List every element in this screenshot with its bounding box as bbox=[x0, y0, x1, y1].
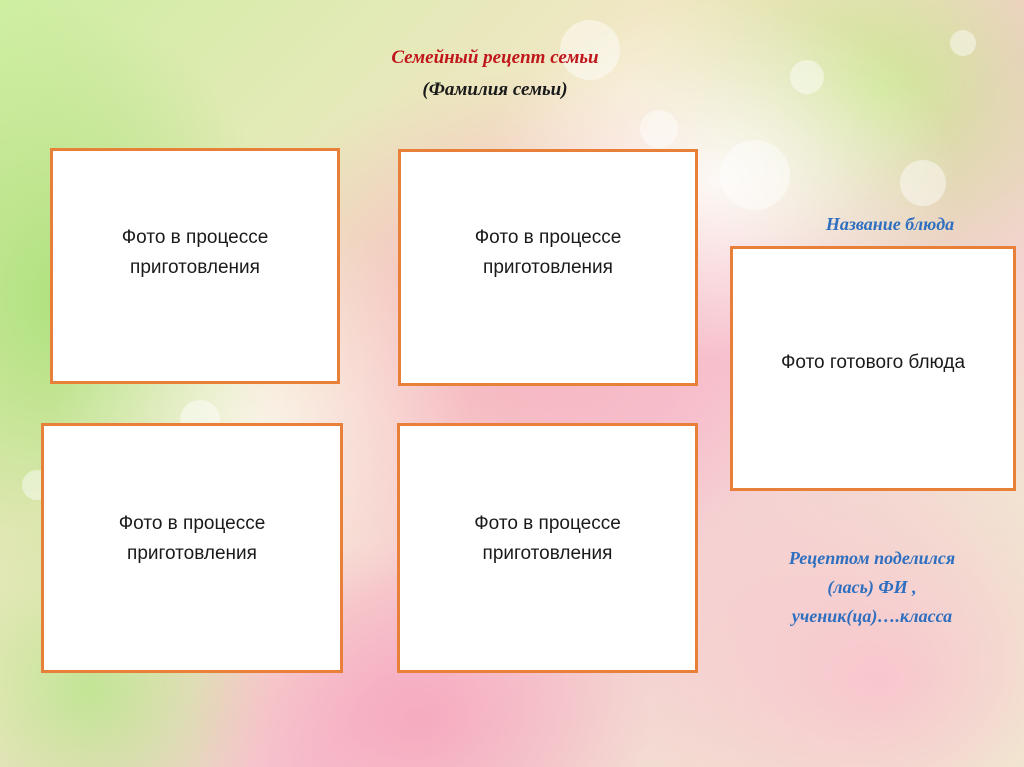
page-subtitle: (Фамилия семьи) bbox=[422, 79, 568, 100]
photo-placeholder-finished-dish bbox=[730, 246, 1016, 491]
photo-placeholder-label: Фото в процессе приготовления bbox=[474, 512, 621, 564]
photo-placeholder-label: Фото в процессе приготовления bbox=[121, 227, 269, 278]
background-splash bbox=[720, 140, 790, 210]
background-splash bbox=[950, 30, 976, 56]
photo-placeholder-label: Фото в процессе приготовления bbox=[118, 512, 266, 564]
photo-placeholder-label: Фото готового блюда bbox=[780, 351, 966, 373]
photo-placeholder-process-1 bbox=[50, 148, 340, 384]
photo-placeholder-label: Фото в процессе приготовления bbox=[474, 226, 622, 278]
photo-placeholder-process-4 bbox=[397, 423, 698, 673]
shared-by-label: Рецептом поделился (лась) ФИ , ученик(ца)….класса bbox=[788, 548, 956, 626]
background-splash bbox=[900, 160, 946, 206]
dish-name-label: Название блюда bbox=[825, 214, 955, 234]
background-splash bbox=[640, 110, 678, 148]
background-splash bbox=[790, 60, 824, 94]
photo-placeholder-process-3 bbox=[41, 423, 343, 673]
photo-placeholder-process-2 bbox=[398, 149, 698, 386]
page-title: Семейный рецепт семьи bbox=[391, 47, 599, 68]
